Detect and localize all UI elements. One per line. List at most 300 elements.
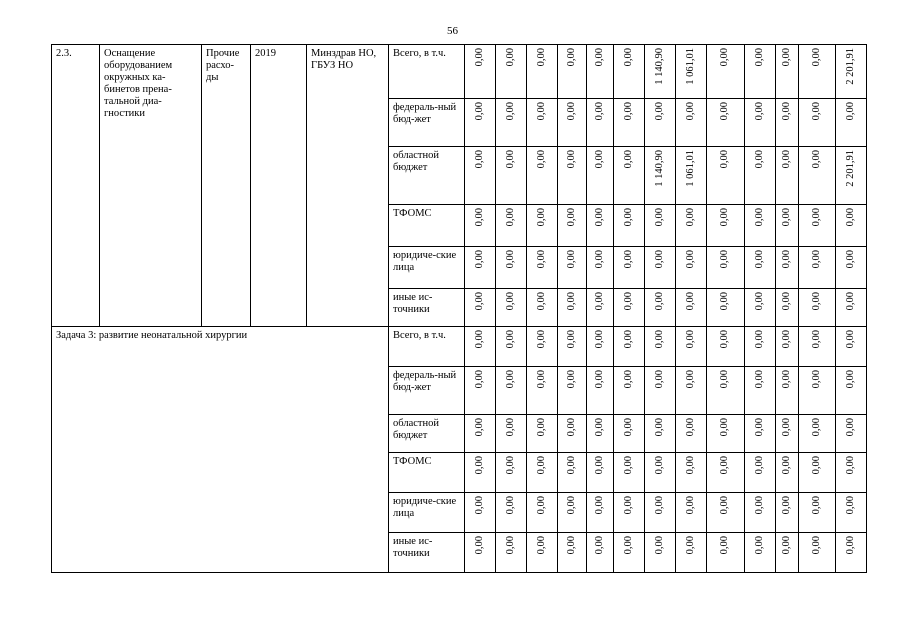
value-text: 0,00 <box>593 496 605 515</box>
value-text: 0,00 <box>753 496 765 515</box>
value-cell <box>776 247 799 289</box>
value-text: 0,00 <box>504 330 516 349</box>
value-text: 0,00 <box>753 330 765 349</box>
value-cell <box>836 45 867 99</box>
value-cell <box>676 205 707 247</box>
value-cell <box>527 493 558 533</box>
value-cell <box>465 205 496 247</box>
value-text: 0,00 <box>535 536 547 555</box>
value-text: 0,00 <box>622 418 634 437</box>
value-text: 0,00 <box>622 496 634 515</box>
value-text: 0,00 <box>565 330 577 349</box>
value-cell <box>465 493 496 533</box>
value-cell <box>614 453 645 493</box>
value-text: 0,00 <box>622 370 634 389</box>
value-cell <box>676 453 707 493</box>
value-text: 0,00 <box>473 370 485 389</box>
value-text: 0,00 <box>753 150 765 169</box>
value-cell <box>645 205 676 247</box>
value-text: 0,00 <box>622 48 634 67</box>
value-text: 0,00 <box>719 48 731 67</box>
value-text: 0,00 <box>684 456 696 475</box>
value-text: 0,00 <box>719 370 731 389</box>
value-cell <box>776 289 799 327</box>
value-text: 0,00 <box>684 102 696 121</box>
value-cell <box>676 289 707 327</box>
value-text: 0,00 <box>565 102 577 121</box>
value-text: 0,00 <box>719 150 731 169</box>
value-text: 0,00 <box>622 536 634 555</box>
value-cell <box>745 533 776 573</box>
value-cell <box>496 289 527 327</box>
value-cell <box>836 247 867 289</box>
value-text: 0,00 <box>565 370 577 389</box>
value-cell <box>776 493 799 533</box>
value-cell <box>676 147 707 205</box>
value-text: 0,00 <box>622 330 634 349</box>
value-cell <box>799 147 836 205</box>
source-label: федераль-ный бюд-жет <box>389 99 465 147</box>
value-cell <box>558 45 587 99</box>
value-cell <box>836 147 867 205</box>
value-cell <box>836 415 867 453</box>
value-text: 0,00 <box>565 536 577 555</box>
source-label: Всего, в т.ч. <box>389 327 465 367</box>
value-cell <box>465 453 496 493</box>
value-text: 0,00 <box>473 456 485 475</box>
value-cell <box>614 367 645 415</box>
value-cell <box>587 45 614 99</box>
value-cell <box>496 45 527 99</box>
value-text: 0,00 <box>844 250 856 269</box>
value-text: 0,00 <box>593 418 605 437</box>
value-cell <box>707 289 745 327</box>
value-cell <box>799 99 836 147</box>
value-cell <box>587 247 614 289</box>
value-text: 0,00 <box>653 208 665 227</box>
value-text: 0,00 <box>622 208 634 227</box>
value-cell <box>496 327 527 367</box>
value-cell <box>745 247 776 289</box>
value-cell <box>776 99 799 147</box>
value-text: 0,00 <box>844 418 856 437</box>
value-cell <box>558 453 587 493</box>
value-text: 0,00 <box>810 370 822 389</box>
value-cell <box>496 247 527 289</box>
value-text: 0,00 <box>719 330 731 349</box>
value-text: 0,00 <box>844 496 856 515</box>
value-text: 0,00 <box>622 150 634 169</box>
value-cell <box>836 205 867 247</box>
value-text: 2 201,91 <box>844 150 856 187</box>
value-cell <box>836 367 867 415</box>
value-cell <box>614 493 645 533</box>
value-cell <box>836 533 867 573</box>
value-text: 0,00 <box>753 456 765 475</box>
value-cell <box>496 453 527 493</box>
value-text: 0,00 <box>719 496 731 515</box>
source-label: областной бюджет <box>389 415 465 453</box>
value-text: 0,00 <box>593 102 605 121</box>
value-text: 0,00 <box>535 496 547 515</box>
value-text: 0,00 <box>622 456 634 475</box>
source-label: областной бюджет <box>389 147 465 205</box>
value-text: 0,00 <box>844 208 856 227</box>
value-cell <box>558 147 587 205</box>
value-text: 0,00 <box>753 48 765 67</box>
value-cell <box>614 415 645 453</box>
value-text: 0,00 <box>719 536 731 555</box>
source-label: юридиче-ские лица <box>389 493 465 533</box>
value-cell <box>614 147 645 205</box>
value-text: 0,00 <box>473 150 485 169</box>
value-text: 0,00 <box>593 48 605 67</box>
value-cell <box>527 147 558 205</box>
value-cell <box>465 415 496 453</box>
value-text: 0,00 <box>504 456 516 475</box>
year: 2019 <box>251 45 307 327</box>
value-text: 0,00 <box>535 330 547 349</box>
value-cell <box>587 205 614 247</box>
value-cell <box>676 327 707 367</box>
value-text: 0,00 <box>653 102 665 121</box>
value-cell <box>558 415 587 453</box>
value-cell <box>799 327 836 367</box>
value-cell <box>645 147 676 205</box>
value-cell <box>587 533 614 573</box>
value-text: 0,00 <box>473 102 485 121</box>
value-cell <box>587 327 614 367</box>
value-text: 0,00 <box>593 208 605 227</box>
value-cell <box>707 147 745 205</box>
value-text: 0,00 <box>684 250 696 269</box>
value-text: 0,00 <box>780 418 792 437</box>
value-cell <box>776 453 799 493</box>
value-cell <box>836 327 867 367</box>
value-cell <box>745 99 776 147</box>
value-cell <box>676 533 707 573</box>
value-cell <box>614 45 645 99</box>
value-cell <box>527 45 558 99</box>
value-cell <box>707 45 745 99</box>
value-cell <box>527 453 558 493</box>
source-label: ТФОМС <box>389 453 465 493</box>
value-text: 0,00 <box>684 496 696 515</box>
value-cell <box>745 45 776 99</box>
value-text: 0,00 <box>593 370 605 389</box>
value-text: 0,00 <box>535 370 547 389</box>
value-text: 0,00 <box>622 292 634 311</box>
value-cell <box>527 367 558 415</box>
value-cell <box>587 289 614 327</box>
value-cell <box>587 147 614 205</box>
value-text: 0,00 <box>504 208 516 227</box>
source-label: юридиче-ские лица <box>389 247 465 289</box>
value-text: 0,00 <box>535 250 547 269</box>
value-text: 0,00 <box>719 456 731 475</box>
value-cell <box>614 205 645 247</box>
value-text: 0,00 <box>719 208 731 227</box>
value-cell <box>745 327 776 367</box>
value-cell <box>527 205 558 247</box>
value-cell <box>496 367 527 415</box>
value-text: 0,00 <box>780 250 792 269</box>
value-text: 0,00 <box>780 150 792 169</box>
value-text: 0,00 <box>535 102 547 121</box>
value-cell <box>614 533 645 573</box>
value-cell <box>527 415 558 453</box>
value-cell <box>776 327 799 367</box>
value-text: 0,00 <box>593 330 605 349</box>
value-text: 0,00 <box>504 250 516 269</box>
value-cell <box>707 205 745 247</box>
value-text: 0,00 <box>653 250 665 269</box>
value-text: 0,00 <box>653 330 665 349</box>
value-cell <box>645 45 676 99</box>
value-text: 0,00 <box>593 250 605 269</box>
value-cell <box>527 289 558 327</box>
value-cell <box>587 99 614 147</box>
value-text: 0,00 <box>535 292 547 311</box>
table-row <box>52 45 867 99</box>
value-text: 0,00 <box>653 536 665 555</box>
page-number: 56 <box>447 25 458 37</box>
value-text: 0,00 <box>810 536 822 555</box>
value-text: 0,00 <box>684 418 696 437</box>
value-text: 0,00 <box>810 292 822 311</box>
value-cell <box>614 99 645 147</box>
value-cell <box>645 327 676 367</box>
value-text: 0,00 <box>753 536 765 555</box>
value-cell <box>645 289 676 327</box>
budget-table <box>51 44 867 573</box>
value-text: 0,00 <box>653 418 665 437</box>
value-cell <box>465 327 496 367</box>
value-text: 0,00 <box>565 150 577 169</box>
value-text: 0,00 <box>719 102 731 121</box>
value-text: 0,00 <box>780 370 792 389</box>
value-cell <box>776 415 799 453</box>
value-text: 0,00 <box>844 292 856 311</box>
value-cell <box>745 493 776 533</box>
value-cell <box>745 453 776 493</box>
value-text: 0,00 <box>504 150 516 169</box>
value-text: 0,00 <box>753 292 765 311</box>
value-cell <box>707 415 745 453</box>
value-text: 0,00 <box>593 292 605 311</box>
value-cell <box>496 99 527 147</box>
value-text: 0,00 <box>780 536 792 555</box>
value-text: 0,00 <box>753 102 765 121</box>
value-text: 0,00 <box>565 292 577 311</box>
value-cell <box>496 493 527 533</box>
value-text: 0,00 <box>565 418 577 437</box>
value-text: 0,00 <box>810 418 822 437</box>
value-cell <box>799 453 836 493</box>
value-text: 0,00 <box>622 102 634 121</box>
value-cell <box>799 367 836 415</box>
value-cell <box>745 367 776 415</box>
value-cell <box>799 289 836 327</box>
value-text: 0,00 <box>844 102 856 121</box>
value-cell <box>676 247 707 289</box>
value-text: 0,00 <box>810 208 822 227</box>
value-text: 0,00 <box>565 496 577 515</box>
value-cell <box>465 99 496 147</box>
value-cell <box>707 99 745 147</box>
value-text: 0,00 <box>565 456 577 475</box>
value-text: 0,00 <box>473 418 485 437</box>
task-title: Задача 3: развитие неонатальной хирургии <box>52 327 389 573</box>
value-cell <box>614 289 645 327</box>
value-text: 0,00 <box>753 418 765 437</box>
value-text: 0,00 <box>810 250 822 269</box>
value-cell <box>496 533 527 573</box>
source-label: федераль-ный бюд-жет <box>389 367 465 415</box>
value-cell <box>465 289 496 327</box>
value-cell <box>799 45 836 99</box>
value-cell <box>645 533 676 573</box>
value-text: 0,00 <box>810 330 822 349</box>
value-cell <box>465 367 496 415</box>
value-text: 0,00 <box>780 330 792 349</box>
value-text: 0,00 <box>593 536 605 555</box>
value-text: 0,00 <box>504 48 516 67</box>
value-cell <box>676 493 707 533</box>
value-cell <box>465 247 496 289</box>
value-cell <box>799 247 836 289</box>
value-text: 0,00 <box>844 456 856 475</box>
value-cell <box>645 415 676 453</box>
value-cell <box>776 533 799 573</box>
cost-type: Прочие расхо-ды <box>202 45 251 327</box>
value-text: 0,00 <box>473 250 485 269</box>
value-text: 0,00 <box>473 330 485 349</box>
value-text: 0,00 <box>504 102 516 121</box>
value-cell <box>707 453 745 493</box>
value-cell <box>587 453 614 493</box>
source-label: Всего, в т.ч. <box>389 45 465 99</box>
value-cell <box>645 453 676 493</box>
value-text: 0,00 <box>780 208 792 227</box>
value-text: 0,00 <box>753 250 765 269</box>
value-cell <box>676 45 707 99</box>
value-text: 0,00 <box>653 292 665 311</box>
value-text: 0,00 <box>565 250 577 269</box>
value-cell <box>558 247 587 289</box>
value-cell <box>707 493 745 533</box>
value-cell <box>745 205 776 247</box>
value-cell <box>836 453 867 493</box>
value-text: 0,00 <box>810 150 822 169</box>
value-text: 0,00 <box>719 418 731 437</box>
value-cell <box>645 247 676 289</box>
value-cell <box>496 147 527 205</box>
value-text: 0,00 <box>473 208 485 227</box>
value-cell <box>707 247 745 289</box>
value-text: 1 140,90 <box>653 150 665 187</box>
value-cell <box>558 99 587 147</box>
value-text: 0,00 <box>473 48 485 67</box>
value-text: 1 061,01 <box>684 150 696 187</box>
value-cell <box>645 493 676 533</box>
value-text: 0,00 <box>504 496 516 515</box>
value-text: 0,00 <box>504 536 516 555</box>
value-text: 0,00 <box>653 456 665 475</box>
value-cell <box>558 205 587 247</box>
value-cell <box>836 289 867 327</box>
value-cell <box>799 533 836 573</box>
value-text: 2 201,91 <box>844 48 856 85</box>
value-cell <box>465 533 496 573</box>
value-text: 0,00 <box>565 48 577 67</box>
value-text: 1 140,90 <box>653 48 665 85</box>
value-cell <box>496 415 527 453</box>
value-text: 0,00 <box>780 48 792 67</box>
value-cell <box>745 415 776 453</box>
value-text: 0,00 <box>622 250 634 269</box>
value-cell <box>676 415 707 453</box>
value-text: 0,00 <box>684 370 696 389</box>
value-cell <box>527 247 558 289</box>
item-name: Оснащение оборудованием окружных ка-бинетов прена-тальной диа-гностики <box>100 45 202 327</box>
value-text: 0,00 <box>684 330 696 349</box>
value-text: 0,00 <box>653 370 665 389</box>
value-text: 0,00 <box>844 370 856 389</box>
value-text: 0,00 <box>780 456 792 475</box>
value-cell <box>707 327 745 367</box>
value-cell <box>676 99 707 147</box>
value-text: 0,00 <box>719 250 731 269</box>
value-text: 0,00 <box>653 496 665 515</box>
value-cell <box>496 205 527 247</box>
value-text: 0,00 <box>844 330 856 349</box>
value-text: 0,00 <box>504 292 516 311</box>
value-text: 0,00 <box>684 208 696 227</box>
value-text: 0,00 <box>810 102 822 121</box>
source-label: ТФОМС <box>389 205 465 247</box>
value-cell <box>836 493 867 533</box>
value-cell <box>799 493 836 533</box>
value-text: 0,00 <box>753 208 765 227</box>
value-cell <box>614 247 645 289</box>
item-number: 2.3. <box>52 45 100 327</box>
value-cell <box>776 45 799 99</box>
value-cell <box>587 415 614 453</box>
value-text: 0,00 <box>684 536 696 555</box>
value-cell <box>527 99 558 147</box>
source-label: иные ис-точники <box>389 533 465 573</box>
table-row <box>52 327 867 367</box>
value-text: 0,00 <box>473 292 485 311</box>
value-cell <box>558 493 587 533</box>
executor: Минздрав НО, ГБУЗ НО <box>307 45 389 327</box>
value-cell <box>558 289 587 327</box>
value-text: 0,00 <box>535 418 547 437</box>
value-text: 0,00 <box>565 208 577 227</box>
value-cell <box>614 327 645 367</box>
value-cell <box>745 289 776 327</box>
source-label: иные ис-точники <box>389 289 465 327</box>
value-text: 0,00 <box>684 292 696 311</box>
value-cell <box>587 367 614 415</box>
value-cell <box>707 533 745 573</box>
value-text: 0,00 <box>504 418 516 437</box>
value-cell <box>558 533 587 573</box>
value-cell <box>645 99 676 147</box>
value-cell <box>558 367 587 415</box>
value-cell <box>799 415 836 453</box>
